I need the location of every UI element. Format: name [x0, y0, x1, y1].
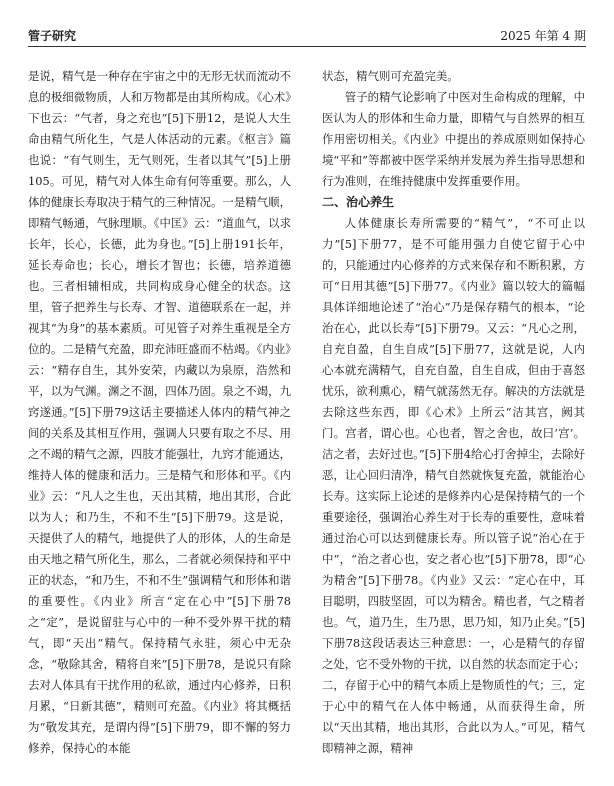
right-column — [322, 66, 585, 759]
section-heading: 二、治心养生 — [322, 195, 395, 209]
body-paragraph: 是说，精气是一种存在宇宙之中的无形无状而流动不息的极细微物质，人和万物都是由其所构成。《心术》下也云：“气者，身之充也”[5]下册12，是说人大生命由精气所化生，气是人体活动的元素。《枢言》篇也说：“有气则生，无气则死，生者以其气”[5]上册105。可见，精气对人体生命有何等重要。那么，人体的健康长寿取决于精气的三种情况。一是精气顺，即精气畅通，气脉理顺。《中匡》云：“道血气，以求长年，长心，长德，此为身也。”[5]上册191长年，延长寿命也；长心，增长才智也；长德，培养道德也。三者相辅相成，共同构成身心健全的状态。这里，管子把养生与长寿、才智、道德联系在一起，并视其“为身”的基本素质。可见管子对养生重视是全方位的。二是精气充盈，即充沛旺盛而不枯竭。《内业》云：“精存自生，其外安荣，内藏以为泉原，浩然和平，以为气渊。渊之不涸，四体乃固。泉之不竭，九窍遂通。”[5]下册79这话主要描述人体内的精气神之间的关系及其相互作用，强调人只要有取之不尽、用之不竭的精气之源，四肢才能强壮，九窍才能通达，维持人体的健康和活力。三是精气和形体和平。《内业》云：“凡人之生也，天出其精，地出其形，合此以为人；和乃生，不和不生”[5]下册79。这是说，天提供了人的精气，地提供了人的形体，人的生命是由天地之精气所化生，那么，二者就必须保持和平中正的状态，“和乃生，不和不生”强调精气和形体和谐的重要性。《内业》所言“定在心中”[5]下册78之“定”，是说留驻与心中的一种不受外界干扰的精气，即“天出”精气。保持精气永驻，须心中无杂念，“敬除其舍，精将自来”[5]下册78，是说只有除去对人体具有干扰作用的私欲，通过内心修养，日积月累，“日新其德”，精则可充盈。《内业》将其概括为“敬发其充，是谓内得”[5]下册79，即不懈的努力修养，保持心的本能 — [28, 69, 291, 755]
running-header — [28, 22, 586, 44]
left-column — [28, 66, 291, 759]
journal-name: 管子研究 — [28, 29, 77, 43]
issue-number: 2025 年第 4 期 — [500, 29, 586, 43]
body-paragraph: 状态，精气则可充盈完美。 — [322, 69, 459, 83]
body-paragraph: 管子的精气论影响了中医对生命构成的理解，中医认为人的形体和生命力量，即精气与自然界的相互作用密切相关。《内业》中提出的养成原则如保持心境“平和”等都被中医学采纳并发展为养生指导思想和行为准则，在维持健康中发挥重要作用。 — [322, 90, 585, 188]
header-rule — [28, 46, 586, 47]
body-paragraph: 人体健康长寿所需要的“精气”，“不可止以力”[5]下册77，是不可能用强力自使它留于心中的，只能通过内心修养的方式来保存和不断积累，方可“日用其德”[5]下册77。《内业》篇以较大的篇幅具体详细地论述了“治心”乃是保存精气的根本，“论治在心，此以长寿”[5]下册79。又云：“凡心之刑，自充自盈，自生自成”[5]下册77，这就是说，人内心本就充满精气，自充自盈，自生自成，但由于喜怒忧乐，欲利熏心，精气就荡然无存。解决的方法就是去除这些东西，即《心术》上所云“洁其宫，阙其门。宫者，谓心也。心也者，智之舍也，故曰‘宫’。洁之者，去好过也。”[5]下册4给心打舍掉尘，去除好恶，让心回归清净，精气自然就恢复充盈，就能治心长寿。这实际上论述的是修养内心是保持精气的一个重要途径，强调治心养生对于长寿的重要性，意味着通过治心可以达到健康长寿。所以管子说“治心在于中”，“治之者心也，安之者心也”[5]下册78，即“心为精舍”[5]下册78。《内业》又云：“定心在中，耳目聪明，四肢坚固，可以为精舍。精也者，气之精者也。气，道乃生，生乃思，思乃知，知乃止矣。”[5]下册78这段话表达三种意思：一，心是精气的存留之处，它不受外物的干扰，以自然的状态而定于心；二，存留于心中的精气本质上是物质性的气；三，定于心中的精气在人体中畅通，从而获得生命，所以“天出其精，地出其形，合此以为人。”可见，精气即精神之源，精神 — [322, 216, 585, 755]
